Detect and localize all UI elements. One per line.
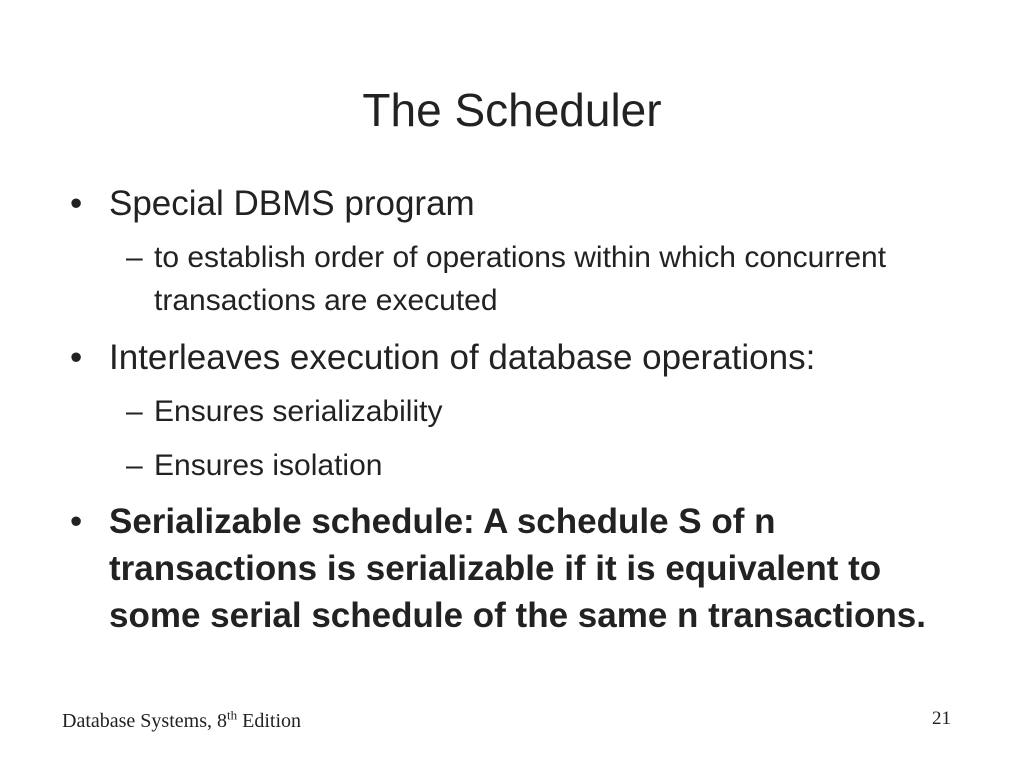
dash-marker: – xyxy=(126,241,143,274)
footer-edition-suffix: Edition xyxy=(237,710,301,732)
bullet-item xyxy=(70,180,960,227)
bullet-marker: • xyxy=(70,184,83,223)
bullet-item xyxy=(70,334,960,381)
bullet-item-definition xyxy=(70,498,960,639)
bullet-text: Special DBMS program xyxy=(109,184,475,223)
sub-bullet-item xyxy=(126,236,926,322)
sub-bullet-text: to establish order of operations within which concurrent transactions are executed xyxy=(154,241,887,317)
sub-bullet-text: Ensures isolation xyxy=(154,449,383,482)
bullet-marker: • xyxy=(70,502,83,541)
sub-bullet-item xyxy=(126,444,926,487)
slide-title: The Scheduler xyxy=(362,84,662,136)
dash-marker: – xyxy=(126,395,143,428)
sub-bullet-item xyxy=(126,390,926,433)
page-number: 21 xyxy=(932,708,951,729)
footer-edition-superscript: th xyxy=(226,707,238,723)
sub-bullet-text: Ensures serializability xyxy=(154,395,443,428)
footer-book-title xyxy=(62,708,301,734)
bullet-marker: • xyxy=(70,338,83,377)
dash-marker: – xyxy=(126,449,143,482)
definition-text: Serializable schedule: A schedule S of n transactions is serializable if it is equivalent to some serial schedule of the same n transactions. xyxy=(109,502,926,635)
footer-book: Database Systems, 8 xyxy=(62,710,227,732)
bullet-text: Interleaves execution of database operations: xyxy=(109,338,816,377)
